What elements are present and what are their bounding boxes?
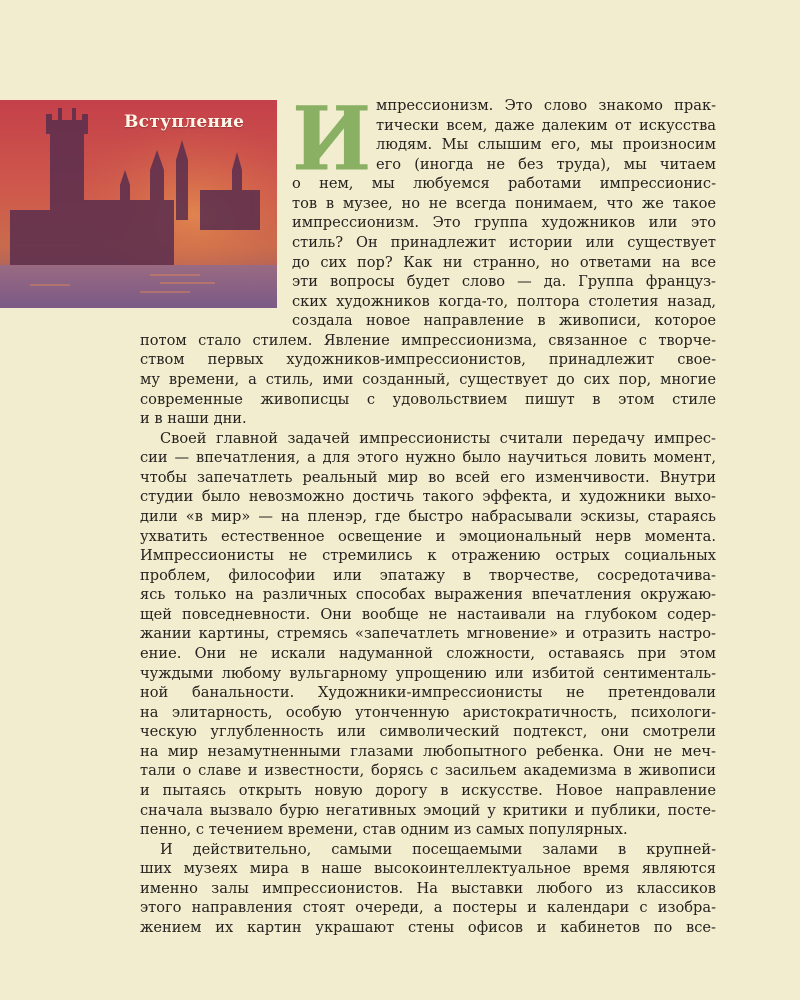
text-line: чуждыми любому вульгарному упрощению или избитой сентименталь- (140, 664, 716, 682)
text-line: и в наши дни. (140, 410, 247, 428)
text-line: Своей главной задачей импрессионисты считали передачу импрес- (160, 429, 716, 447)
text-line: И действительно, самыми посещаемыми залами в крупней- (160, 840, 716, 858)
text-line: щей повседневности. Они вообще не настаивали на глубоком содер- (140, 605, 716, 623)
text-line: ших музеях мира в наше высокоинтеллектуальное время являются (140, 860, 716, 878)
text-line: до сих пор? Как ни странно, но ответами на все (292, 253, 716, 271)
text-line: пенно, с течением времени, став одним из самых популярных. (140, 821, 628, 839)
text-line: людям. Мы слышим его, мы произносим (376, 136, 716, 154)
text-line: ухватить естественное освещение и эмоциональный нерв момента. (140, 527, 716, 545)
text-line: ских художников когда-то, полтора столетия назад, (292, 292, 716, 310)
text-line: современные живописцы с удовольствием пишут в этом стиле (140, 390, 716, 408)
text-line: ческую углубленность или символический подтекст, они смотрели (140, 723, 716, 741)
text-line: жании картины, стремясь «запечатлеть мгновение» и отразить настро- (140, 625, 716, 643)
text-line: на мир незамутненными глазами любопытного ребенка. Они не меч- (140, 742, 716, 760)
text-line: ясь только на различных способах выражения впечатления окружаю- (140, 586, 716, 604)
text-line: тали о славе и известности, борясь с засильем академизма в живописи (140, 762, 716, 780)
text-line: му времени, а стиль, ими созданный, существует до сих пор, многие (140, 371, 716, 388)
text-line: импрессионизм. Это группа художников или это (292, 214, 716, 232)
text-line: Импрессионисты не стремились к отражению острых социальных (140, 547, 716, 565)
text-line: ством первых художников-импрессионистов, принадлежит свое- (140, 351, 716, 369)
text-line: потом стало стилем. Явление импрессионизма, связанное с творче- (140, 331, 716, 349)
text-line: этого направления стоят очереди, а постеры и календари с изобра- (140, 899, 716, 917)
drop-cap-letter: И (292, 86, 372, 191)
text-line: и пытаясь открыть новую дорогу в искусстве. Новое направление (140, 782, 716, 799)
text-line: создала новое направление в живописи, которое (292, 312, 716, 330)
text-line: жением их картин украшают стены офисов и кабинетов по все- (140, 919, 716, 936)
text-line: студии было невозможно достичь такого эффекта, и художники выхо- (140, 488, 716, 506)
text-line: его (иногда не без труда), мы читаем (376, 155, 716, 173)
text-line: дили «в мир» — на пленэр, где быстро набрасывали эскизы, стараясь (140, 508, 716, 525)
text-line: эти вопросы будет слово — да. Группа француз- (292, 273, 716, 291)
text-line: сначала вызвало бурю негативных эмоций у критики и публики, посте- (140, 801, 716, 819)
text-line: стиль? Он принадлежит истории или существует (292, 234, 716, 251)
text-line: тов в музее, но не всегда понимаем, что же такое (292, 194, 716, 212)
text-line: ение. Они не искали надуманной сложности, оставаясь при этом (140, 645, 716, 662)
text-line: сии — впечатления, а для этого нужно было научиться ловить момент, (140, 449, 716, 467)
text-line: именно залы импрессионистов. На выставки любого из классиков (140, 879, 716, 897)
text-line: на элитарность, особую утонченную аристократичность, психологи- (140, 703, 716, 721)
text-line: чтобы запечатлеть реальный мир во всей его изменчивости. Внутри (140, 468, 716, 486)
text-line: ной банальности. Художники-импрессионисты не претендовали (140, 684, 716, 702)
drop-cap (292, 86, 372, 191)
text-line: о нем, мы любуемся работами импрессионис- (292, 175, 716, 193)
chapter-title: Вступление (124, 112, 245, 132)
text-line: тически всем, даже далеким от искусства (376, 116, 716, 134)
text-line: проблем, философии или эпатажу в творчестве, сосредотачива- (140, 566, 716, 584)
text-line: мпрессионизм. Это слово знакомо прак- (376, 97, 716, 114)
